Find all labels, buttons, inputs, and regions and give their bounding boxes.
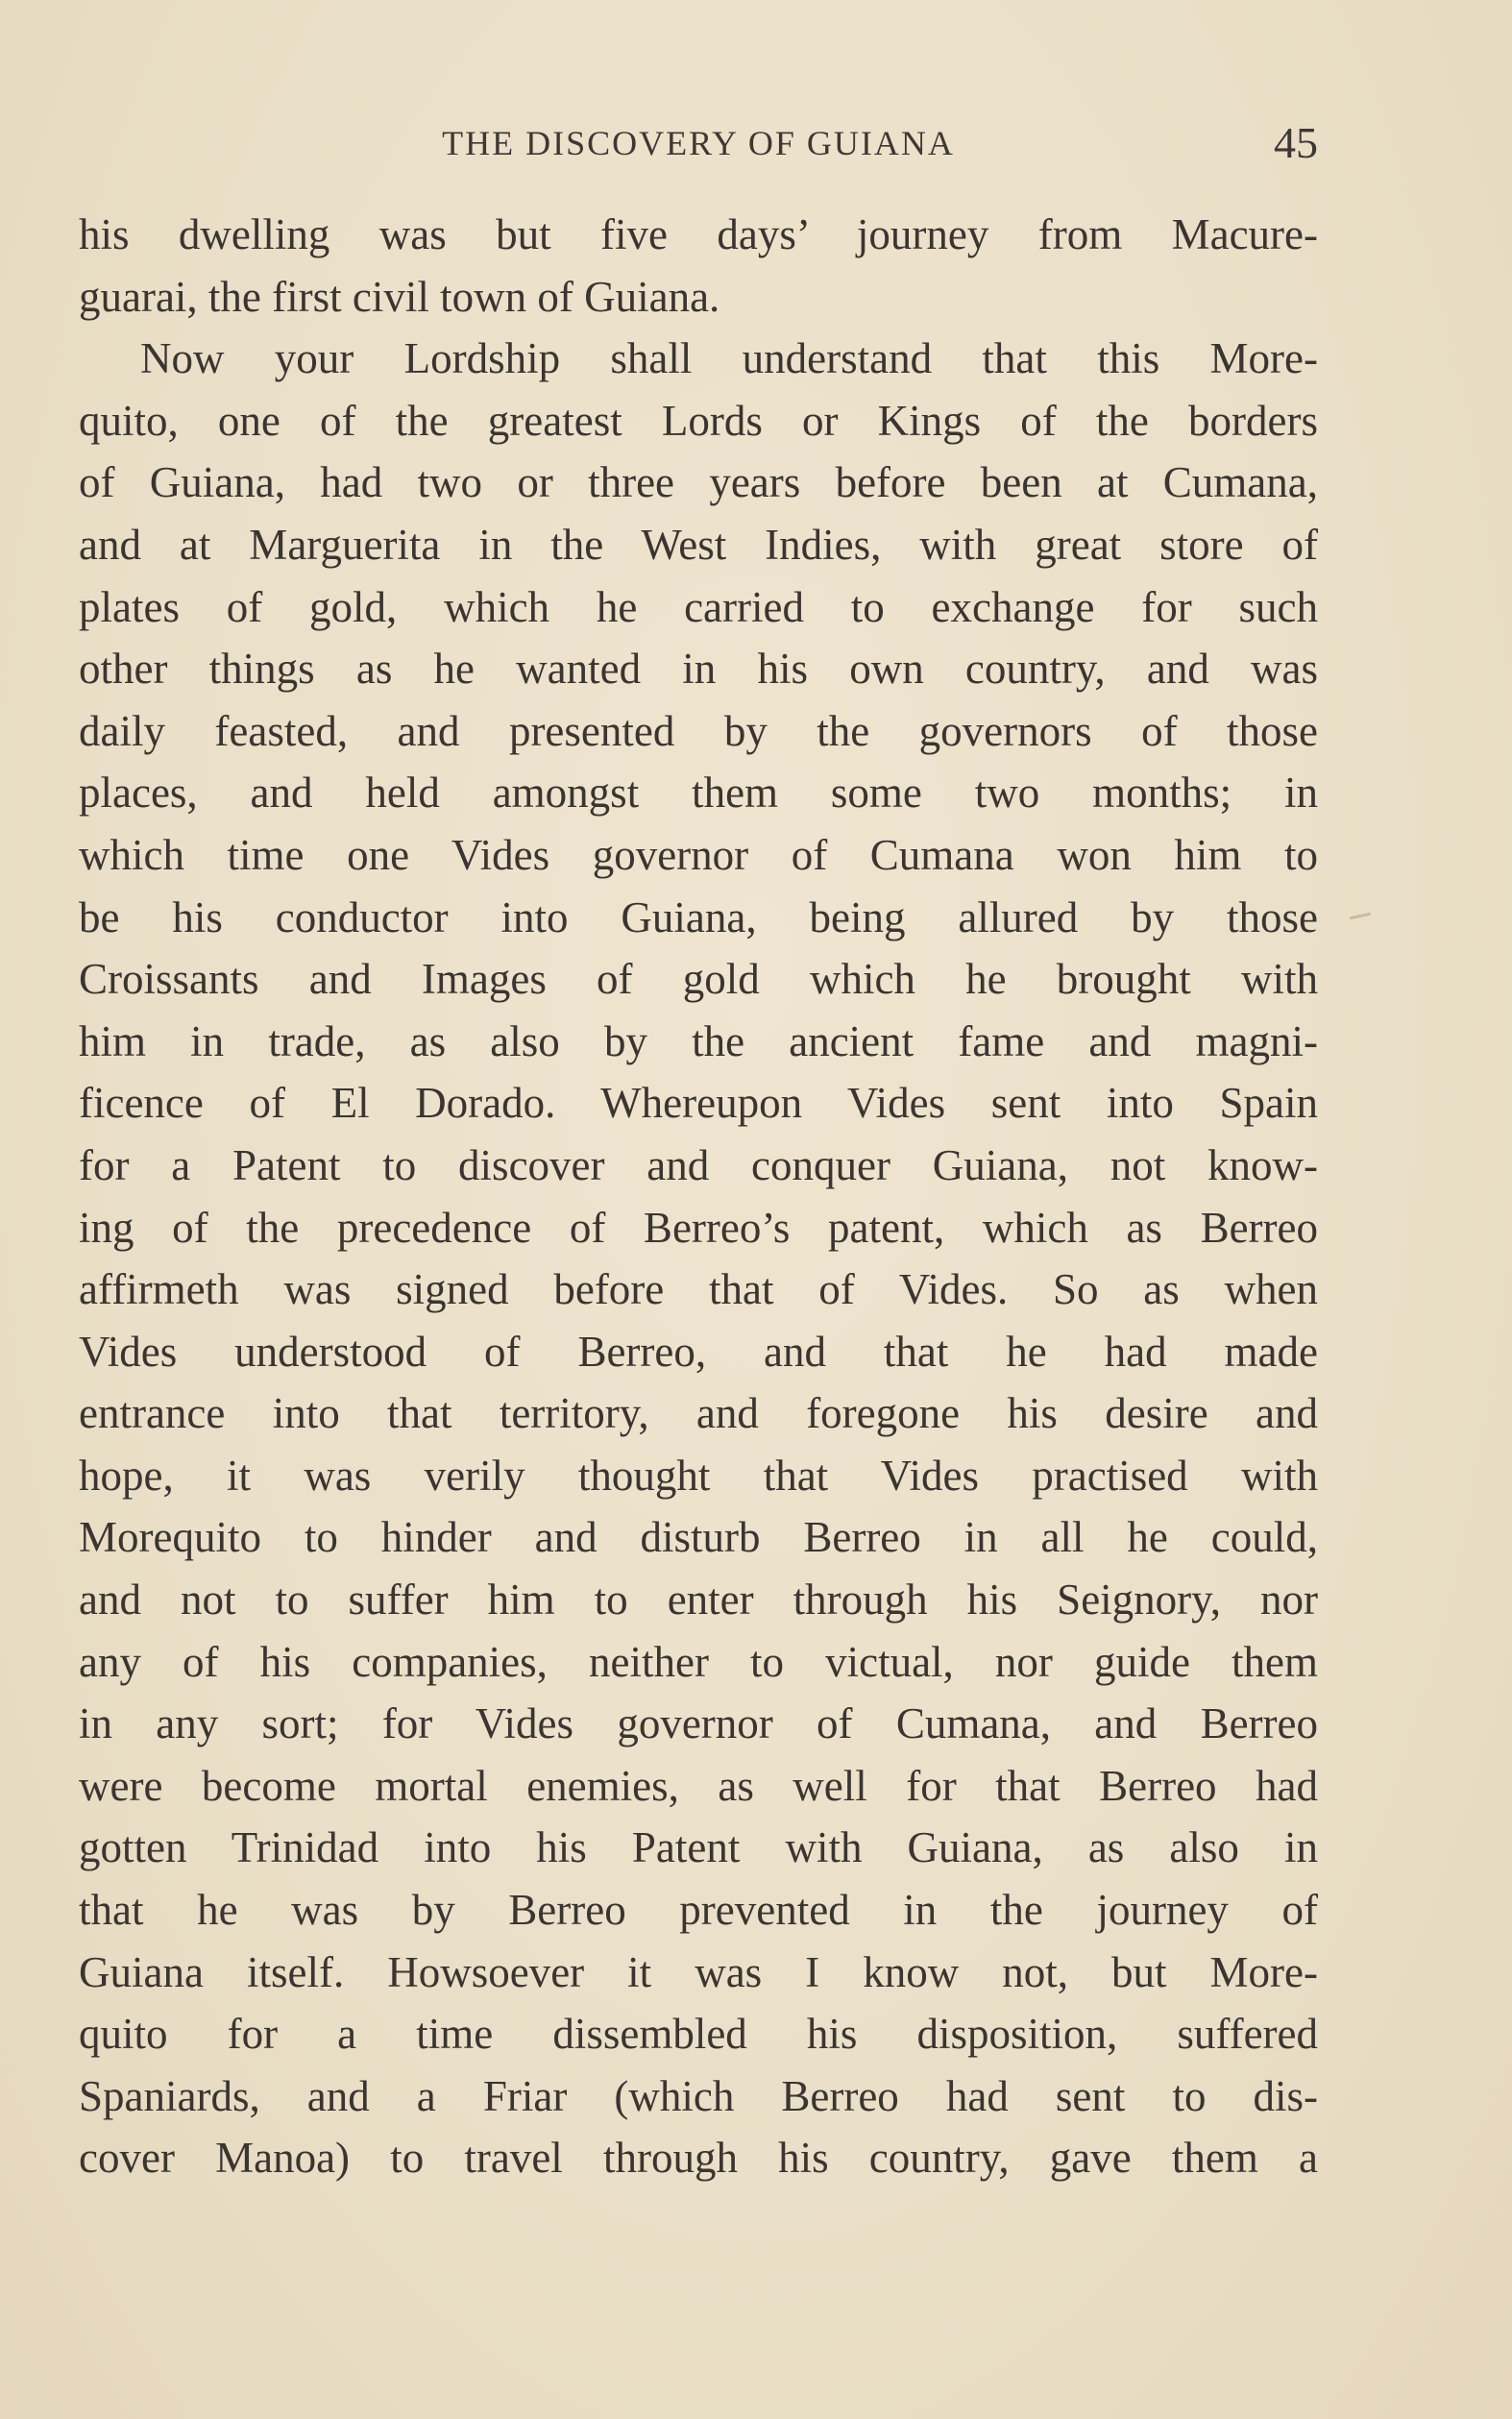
- text-line: his dwelling was but five days’ journey from Macure-: [79, 210, 1318, 258]
- text-line: Spaniards, and a Friar (which Berreo had sent to dis-: [79, 2071, 1318, 2120]
- margin-smudge: [1350, 913, 1371, 920]
- text-line: ficence of El Dorado. Whereupon Vides sent into Spain: [79, 1079, 1318, 1128]
- text-line: hope, it was verily thought that Vides practised with: [79, 1451, 1318, 1500]
- text-line: Guiana itself. Howsoever it was I know not, but More-: [79, 1947, 1318, 1996]
- text-line: daily feasted, and presented by the governors of those: [79, 706, 1318, 755]
- text-line: that he was by Berreo prevented in the journey of: [79, 1886, 1318, 1935]
- text-line: for a Patent to discover and conquer Guiana, not know-: [79, 1140, 1318, 1189]
- text-line: of Guiana, had two or three years before been at Cumana,: [79, 458, 1318, 507]
- text-line: him in trade, as also by the ancient fame and magni-: [79, 1016, 1318, 1065]
- text-line: and at Marguerita in the West Indies, with great store of: [79, 520, 1318, 569]
- text-line: quito, one of the greatest Lords or Kings of the borders: [79, 396, 1318, 445]
- running-title: THE DISCOVERY OF GUIANA: [442, 124, 955, 162]
- text-line: other things as he wanted in his own country, and was: [79, 645, 1318, 694]
- text-line: cover Manoa) to travel through his country, gave them a: [79, 2134, 1318, 2183]
- text-line: Croissants and Images of gold which he brought with: [79, 955, 1318, 1004]
- text-line: places, and held amongst them some two months; in: [79, 769, 1318, 818]
- text-line: entrance into that territory, and foregone his desire and: [79, 1389, 1318, 1438]
- text-line: which time one Vides governor of Cumana won him to: [79, 830, 1318, 879]
- text-line: affirmeth was signed before that of Vides. So as when: [79, 1265, 1318, 1314]
- text-line: in any sort; for Vides governor of Cumana, and Berreo: [79, 1699, 1318, 1748]
- text-line: Morequito to hinder and disturb Berreo in all he could,: [79, 1513, 1318, 1562]
- text-line: Now your Lordship shall understand that this More-: [140, 334, 1318, 383]
- running-head: [79, 117, 1318, 175]
- body-text: [79, 204, 1318, 2189]
- text-line: quito for a time dissembled his disposition, suffered: [79, 2010, 1318, 2059]
- text-line: ing of the precedence of Berreo’s patent, which as Berreo: [79, 1203, 1318, 1252]
- text-line: be his conductor into Guiana, being allured by those: [79, 892, 1318, 941]
- text-line: any of his companies, neither to victual, nor guide them: [79, 1637, 1318, 1686]
- text-line: Vides understood of Berreo, and that he had made: [79, 1327, 1318, 1376]
- page-number: 45: [1274, 118, 1318, 167]
- text-line: and not to suffer him to enter through his Seignory, nor: [79, 1576, 1318, 1625]
- text-line: were become mortal enemies, as well for that Berreo had: [79, 1761, 1318, 1810]
- text-line: guarai, the first civil town of Guiana.: [79, 272, 720, 321]
- text-line: plates of gold, which he carried to exchange for such: [79, 582, 1318, 631]
- text-line: gotten Trinidad into his Patent with Guiana, as also in: [79, 1823, 1318, 1872]
